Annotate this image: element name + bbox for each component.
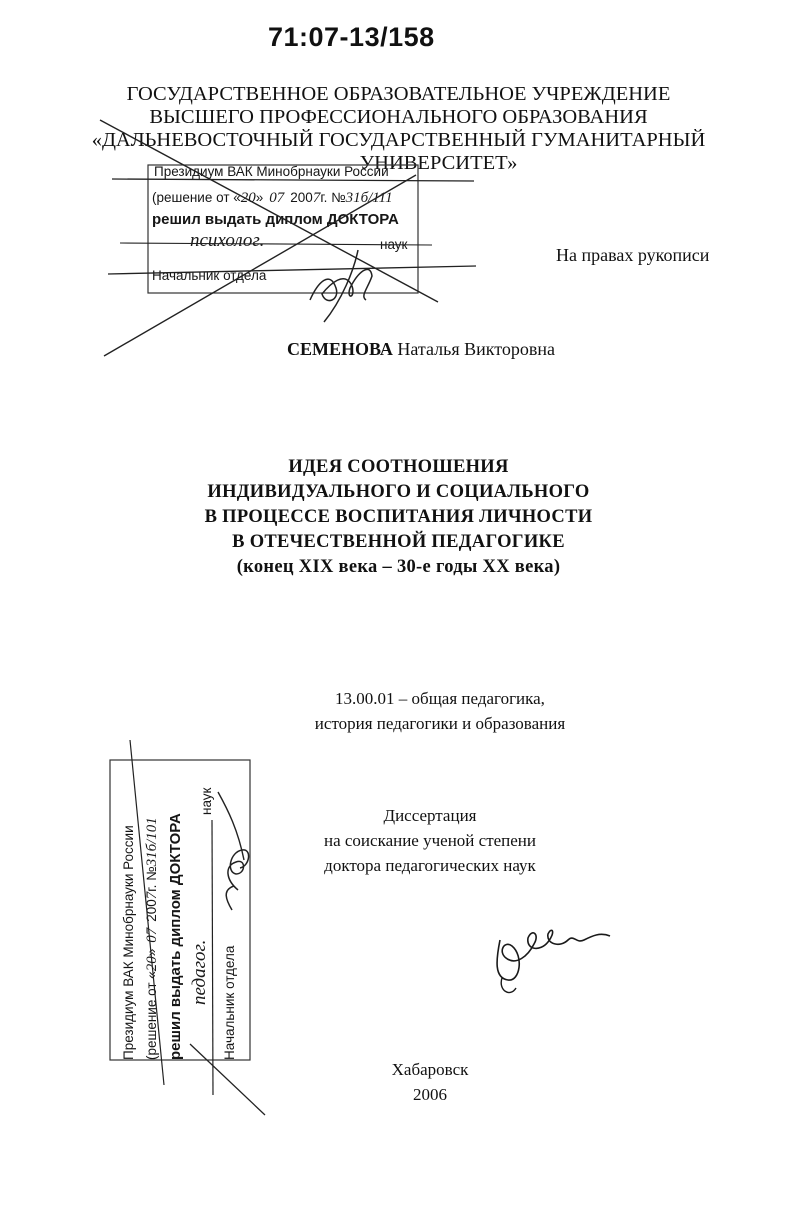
stamp-v-month: 07 — [144, 927, 160, 943]
stamp-h-field: психолог. — [190, 230, 265, 251]
stamp-v-day: 20 — [144, 956, 160, 972]
stamp-v-field: педагог. — [189, 939, 210, 1005]
stamp-h-number-label: г. № — [320, 190, 346, 205]
stamp-v-field-suffix: наук — [199, 787, 214, 815]
catalog-number: 71:07-13/158 — [268, 22, 435, 52]
dissertation-line-2: на соискание ученой степени — [323, 831, 537, 850]
title-line-3: В ПРОЦЕССЕ ВОСПИТАНИЯ ЛИЧНОСТИ — [204, 507, 593, 527]
institution-line-4: УНИВЕРСИТЕТ» — [359, 152, 518, 174]
specialty-line-2: история педагогики и образования — [314, 714, 566, 733]
stamp-h-line-2: (решение от «20» 07 2007г. №31б/111 — [152, 190, 393, 206]
author-surname: СЕМЕНОВА — [287, 339, 393, 359]
stamp-v-line-2: (решение от «20»072007г. №31б/101 — [144, 817, 160, 1060]
year: 2006 — [413, 1085, 447, 1104]
stamp-h-line-3: решил выдать диплом ДОКТОРА — [152, 211, 399, 228]
title-line-2: ИНДИВИДУАЛЬНОГО И СОЦИАЛЬНОГО — [207, 482, 590, 502]
stamp-v-year-suffix: 7 — [144, 891, 160, 900]
title-line-4: В ОТЕЧЕСТВЕННОЙ ПЕДАГОГИКЕ — [232, 532, 565, 552]
dissertation-title — [0, 455, 797, 580]
stamp-v-line-5: Начальник отдела — [222, 945, 237, 1060]
stamp-h-day: 20 — [240, 190, 256, 206]
author-given-names: Наталья Викторовна — [397, 339, 555, 359]
author-signature — [497, 930, 610, 980]
place: Хабаровск — [391, 1060, 469, 1079]
specialty-line-1: 13.00.01 – общая педагогика, — [335, 689, 545, 708]
stamp-h-year-prefix: 200 — [290, 190, 313, 205]
title-line-5: (конец XIX века – 30-е годы XX века) — [236, 557, 561, 577]
stamp-frame — [140, 160, 440, 310]
author-name — [287, 339, 555, 360]
stamp-h-line-1: Президиум ВАК Минобрнауки России — [154, 164, 389, 179]
dissertation-line-3: доктора педагогических наук — [324, 856, 536, 875]
author-signature-loop — [501, 978, 516, 993]
stamp-h-field-suffix: наук — [380, 237, 408, 252]
stamp-v-decision-prefix: (решение от « — [144, 971, 159, 1060]
vak-stamp-horizontal — [140, 160, 440, 310]
stamp-v-line-1: Президиум ВАК Минобрнауки России — [121, 825, 136, 1060]
vak-stamp-vertical — [107, 705, 367, 1065]
stamp-v-number-label: г. № — [144, 866, 159, 892]
stamp-v-number: 31б/101 — [144, 817, 160, 867]
rights-note: На правах рукописи — [556, 245, 710, 265]
title-line-1: ИДЕЯ СООТНОШЕНИЯ — [288, 457, 509, 477]
institution-line-1: ГОСУДАРСТВЕННОЕ ОБРАЗОВАТЕЛЬНОЕ УЧРЕЖДЕНИЕ — [126, 83, 671, 105]
stamp-h-line-5: Начальник отдела — [152, 268, 267, 283]
institution-line-3: «ДАЛЬНЕВОСТОЧНЫЙ ГОСУДАРСТВЕННЫЙ ГУМАНИТАРНЫЙ — [91, 129, 706, 151]
stamp-v-line-3: решил выдать диплом ДОКТОРА — [167, 813, 184, 1060]
stamp-v-year-prefix: 200 — [144, 899, 159, 922]
stamp-h-decision-prefix: (решение от « — [152, 190, 241, 205]
dissertation-line-1: Диссертация — [383, 806, 477, 825]
stamp-h-number: 31б/111 — [345, 190, 393, 206]
institution-line-2: ВЫСШЕГО ПРОФЕССИОНАЛЬНОГО ОБРАЗОВАНИЯ — [149, 106, 648, 128]
stamp-h-year-suffix: 7 — [312, 190, 321, 206]
stamp-h-month: 07 — [269, 190, 285, 206]
